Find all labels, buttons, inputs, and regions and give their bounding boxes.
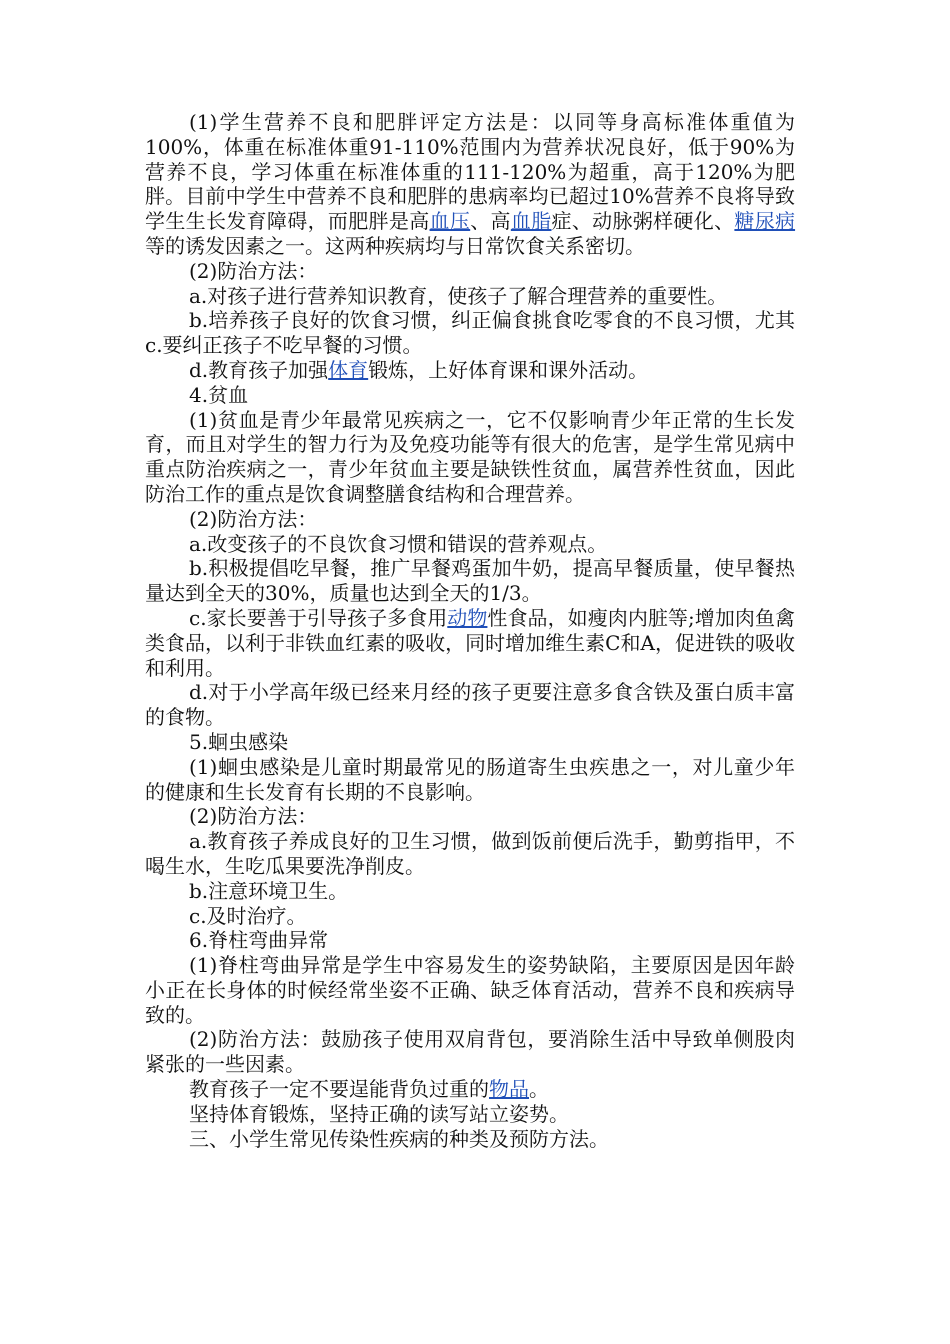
paragraph: d.对于小学高年级已经来月经的孩子更要注意多食含铁及蛋白质丰富的食物。 <box>145 680 795 730</box>
text: (1)学生营养不良和肥胖评定方法是：以同等身高标准体重值为100%，体重在标准体重91-110%范围内为营养状况良好，低于90%为营养不良，学习体重在标准体重的111-120%为超重，高于120%为肥胖。目前中学生中营养不良和肥胖的患病率均已超过10%营养不良将导致学生生长发育障碍，而肥胖是高 <box>145 110 795 234</box>
paragraph <box>145 358 795 383</box>
text: 性食品，如瘦肉内脏等;增加肉鱼禽类食品，以利于非铁血红素的吸收，同时增加维生素C和A，促进铁的吸收和利用。 <box>145 605 796 680</box>
paragraph <box>145 1077 795 1102</box>
link-blood-lipid[interactable]: 血脂 <box>510 209 552 234</box>
paragraph: (2)防治方法： <box>189 804 318 829</box>
link-diabetes[interactable]: 糖尿病 <box>734 209 796 234</box>
document-body <box>145 110 795 1151</box>
text: 等的诱发因素之一。这两种疾病均与日常饮食关系密切。 <box>145 233 645 258</box>
section-heading: 三、小学生常见传染性疾病的种类及预防方法。 <box>189 1126 609 1151</box>
section-heading: 4.贫血 <box>189 382 249 407</box>
paragraph: c.及时治疗。 <box>189 903 307 928</box>
paragraph: 坚持体育锻炼，坚持正确的读写站立姿势。 <box>189 1101 569 1126</box>
text: 、高 <box>470 209 511 234</box>
link-animal[interactable]: 动物 <box>447 605 488 630</box>
text: 教育孩子一定不要逞能背负过重的 <box>189 1077 489 1102</box>
link-sports[interactable]: 体育 <box>328 357 369 382</box>
text: d.教育孩子加强 <box>189 357 329 382</box>
paragraph: (2)防治方法：鼓励孩子使用双肩背包，要消除生活中导致单侧股肉紧张的一些因素。 <box>145 1027 795 1077</box>
paragraph: (1)蛔虫感染是儿童时期最常见的肠道寄生虫疾患之一，对儿童少年的健康和生长发育有长期的不良影响。 <box>145 754 795 804</box>
paragraph <box>145 110 795 259</box>
paragraph: (1)贫血是青少年最常见疾病之一，它不仅影响青少年正常的生长发育，而且对学生的智力行为及免疫功能等有很大的危害，是学生常见病中重点防治疾病之一，青少年贫血主要是缺铁性贫血，属营养性贫血，因此防治工作的重点是饮食调整膳食结构和合理营养。 <box>145 407 795 506</box>
paragraph: b.积极提倡吃早餐，推广早餐鸡蛋加牛奶，提高早餐质量，使早餐热量达到全天的30%，质量也达到全天的1/3。 <box>145 556 795 606</box>
paragraph: b.注意环境卫生。 <box>189 878 349 903</box>
paragraph: (2)防治方法： <box>189 506 318 531</box>
link-items[interactable]: 物品 <box>489 1077 529 1102</box>
paragraph <box>145 606 795 680</box>
section-heading: 6.脊柱弯曲异常 <box>189 928 329 953</box>
section-heading: 5.蛔虫感染 <box>189 729 289 754</box>
paragraph: a.教育孩子养成良好的卫生习惯，做到饭前便后洗手，勤剪指甲，不喝生水，生吃瓜果要洗净削皮。 <box>145 829 795 878</box>
paragraph: (1)脊柱弯曲异常是学生中容易发生的姿势缺陷，主要原因是因年龄小正在长身体的时候经常坐姿不正确、缺乏体育活动，营养不良和疾病导致的。 <box>145 953 795 1027</box>
paragraph: a.对孩子进行营养知识教育，使孩子了解合理营养的重要性。 <box>189 283 728 308</box>
text: 症、动脉粥样硬化、 <box>551 209 735 234</box>
paragraph: b.培养孩子良好的饮食习惯，纠正偏食挑食吃零食的不良习惯，尤其c.要纠正孩子不吃早餐的习惯。 <box>145 308 795 358</box>
paragraph: a.改变孩子的不良饮食习惯和错误的营养观点。 <box>189 531 608 556</box>
link-hypertension[interactable]: 血压 <box>429 209 471 234</box>
text: 。 <box>529 1077 549 1102</box>
text: 锻炼，上好体育课和课外活动。 <box>368 357 649 382</box>
text: c.家长要善于引导孩子多食用 <box>189 605 448 630</box>
paragraph: (2)防治方法： <box>189 258 318 283</box>
